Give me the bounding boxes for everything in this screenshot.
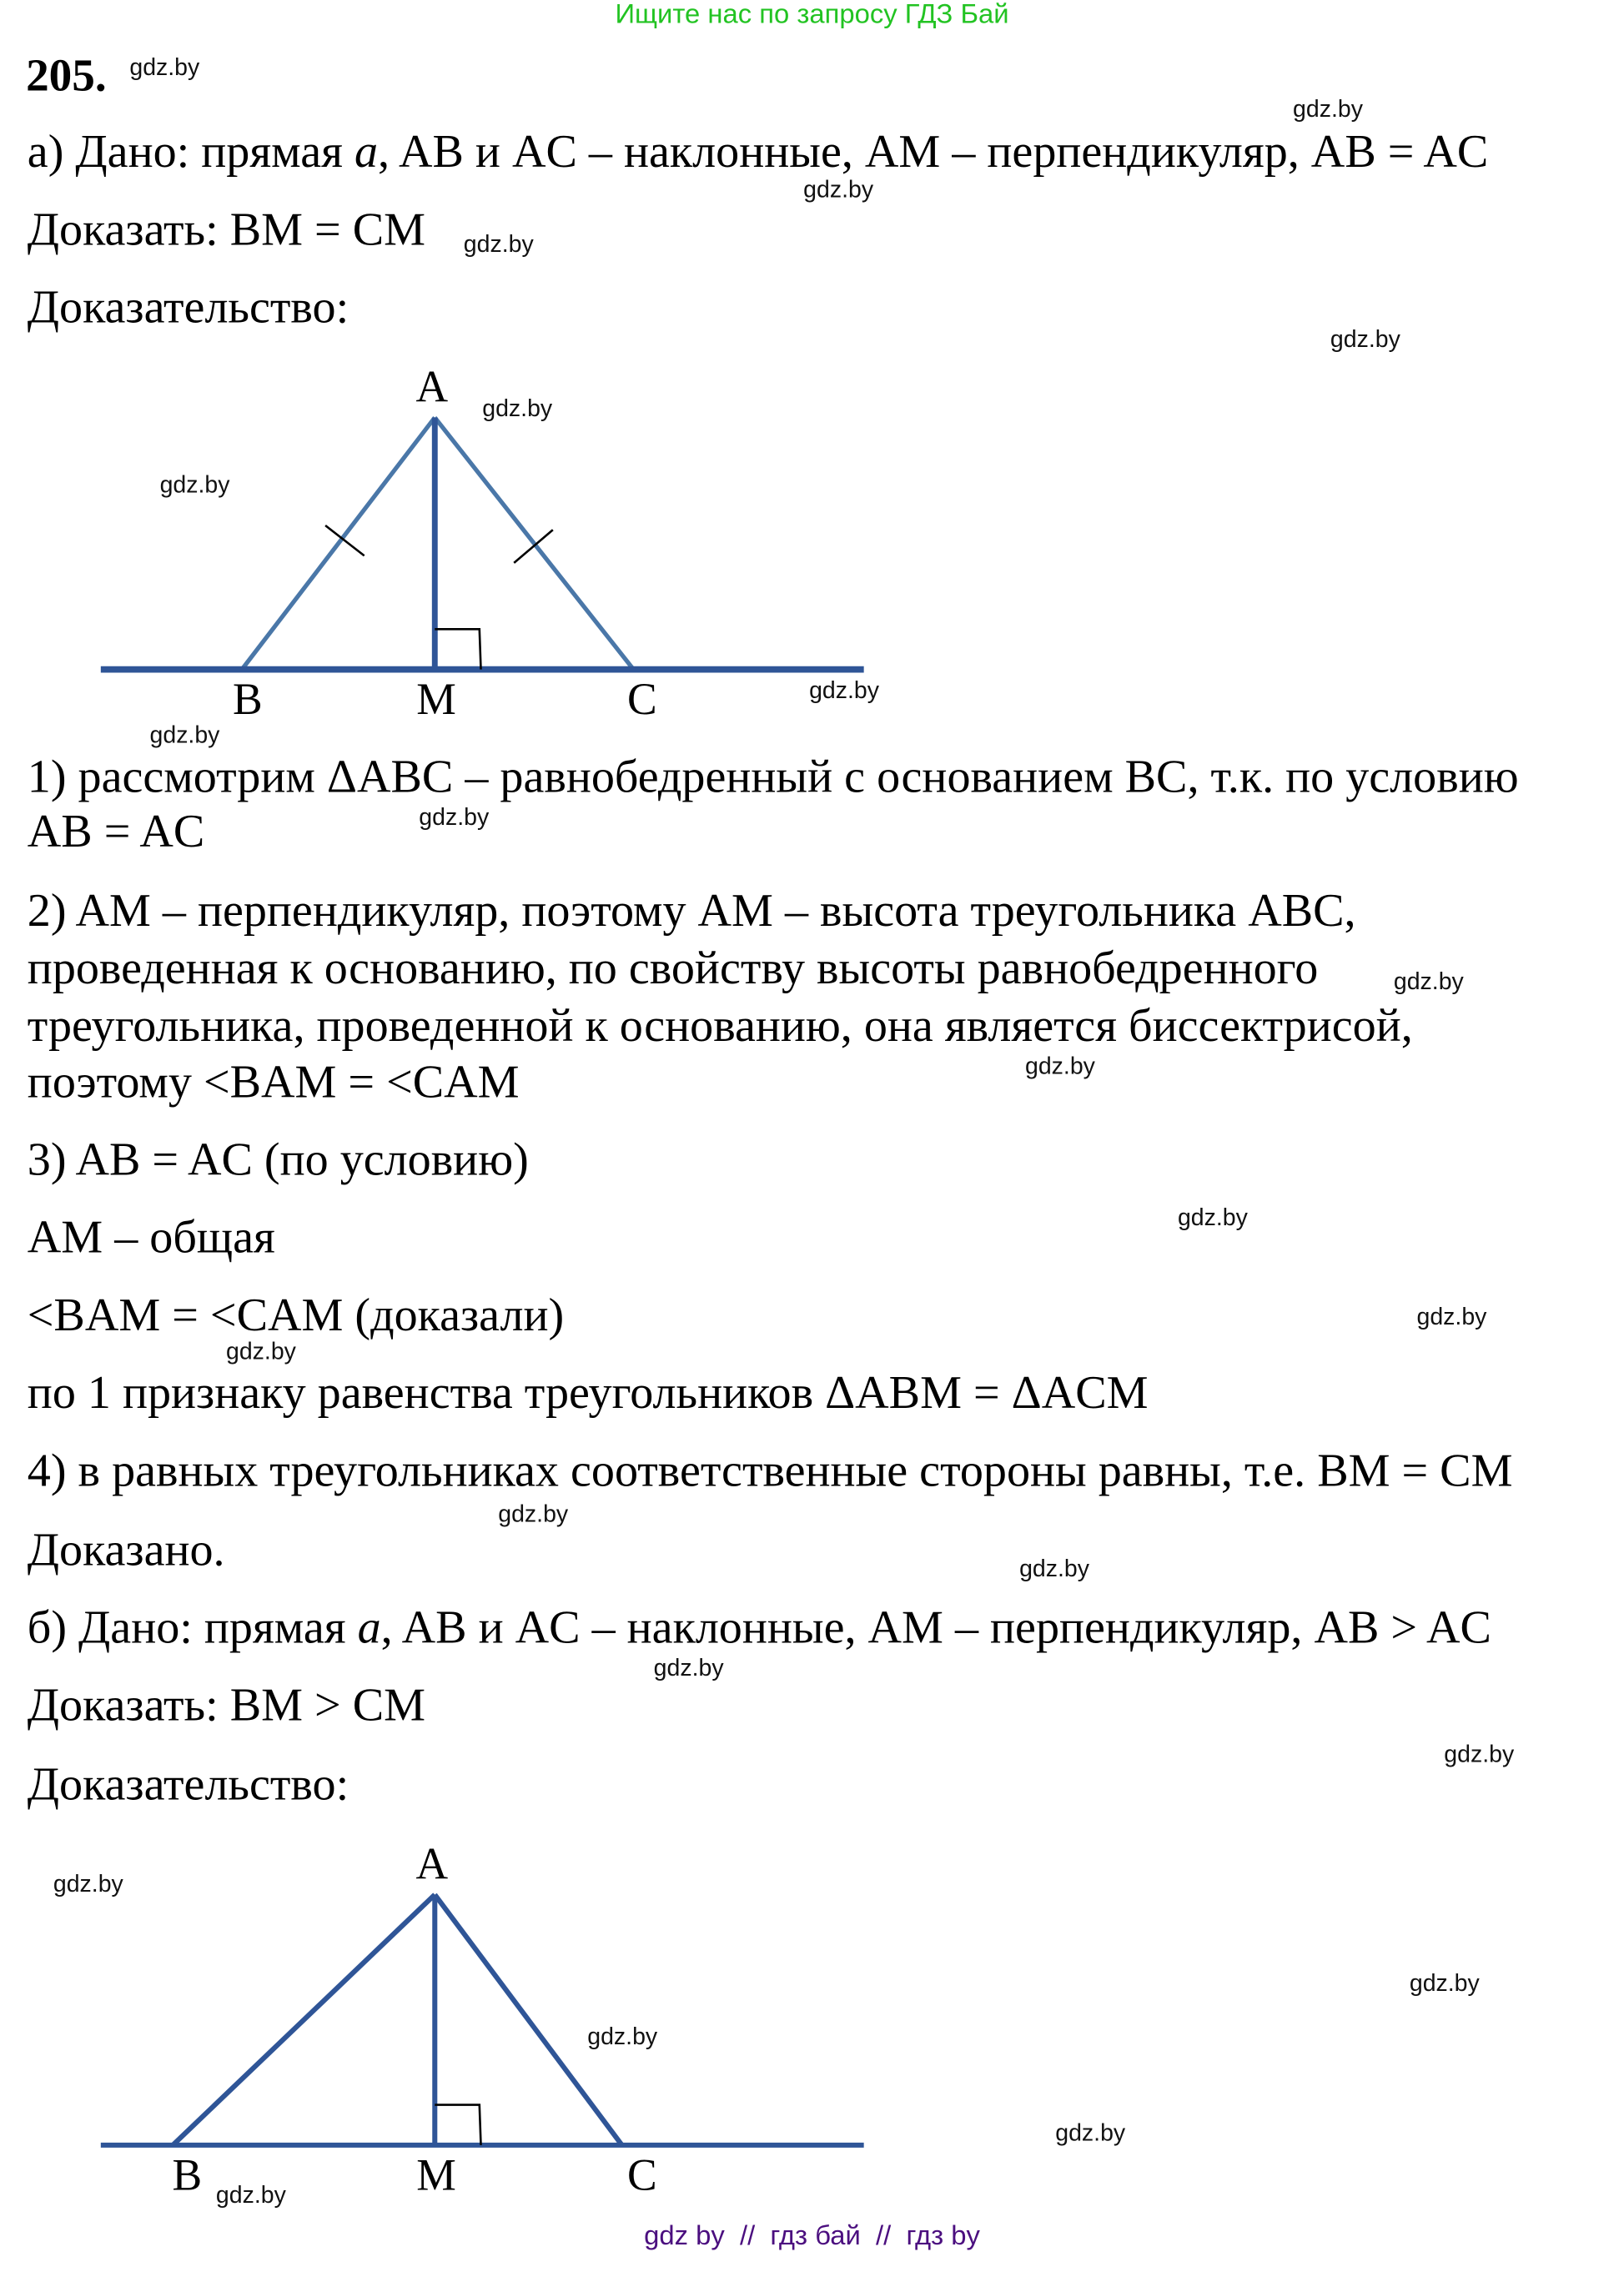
watermark: gdz.by xyxy=(463,231,534,258)
watermark: gdz.by xyxy=(1293,96,1363,123)
label-c: C xyxy=(626,674,657,725)
watermark: gdz.by xyxy=(587,2023,658,2050)
watermark: gdz.by xyxy=(1416,1304,1487,1330)
side-ab xyxy=(242,418,435,670)
label-a-b: A xyxy=(415,1838,449,1889)
prove-b: Доказать: BM > CM xyxy=(27,1680,426,1732)
watermark: gdz.by xyxy=(1019,1556,1090,1582)
proof-step: 3) AB = AC (по условию) xyxy=(27,1134,529,1187)
watermark: gdz.by xyxy=(1055,2120,1126,2147)
line-name: a xyxy=(354,126,379,179)
watermark: gdz.by xyxy=(1177,1204,1248,1231)
footer-links[interactable]: gdz by // гдз бай // гдз by xyxy=(644,2221,980,2252)
label-a: A xyxy=(415,361,449,412)
proof-conclusion: Доказано. xyxy=(27,1524,225,1577)
proof-label-b: Доказательство: xyxy=(27,1759,349,1812)
watermark: gdz.by xyxy=(1409,1971,1480,1998)
watermark: gdz.by xyxy=(215,2182,286,2209)
watermark: gdz.by xyxy=(149,722,220,749)
side-ac xyxy=(435,418,633,670)
line-name: a xyxy=(357,1602,381,1655)
given-b-text: , AB и AC – наклонные, AM – перпендикуляр, AB > AC xyxy=(380,1602,1491,1655)
given-b-text: б) Дано: прямая xyxy=(27,1602,358,1655)
watermark: gdz.by xyxy=(225,1339,296,1365)
side-ac-b xyxy=(435,1895,621,2145)
proof-step: AM – общая xyxy=(27,1212,275,1264)
watermark: gdz.by xyxy=(53,1871,123,1898)
watermark: gdz.by xyxy=(1444,1742,1515,1768)
search-banner[interactable]: Ищите нас по запросу ГДЗ Бай xyxy=(615,0,1009,31)
watermark: gdz.by xyxy=(419,804,490,831)
watermark: gdz.by xyxy=(498,1501,569,1528)
label-m: M xyxy=(416,674,456,725)
proof-step: проведенная к основанию, по свойству высоты равнобедренного xyxy=(27,942,1319,995)
proof-step: 4) в равных треугольниках соответственные стороны равны, т.е. BM = CM xyxy=(27,1445,1513,1498)
watermark: gdz.by xyxy=(159,472,230,499)
proof-label-a: Доказательство: xyxy=(27,282,349,334)
given-a-text: , AB и AC – наклонные, AM – перпендикуляр, AB = AC xyxy=(378,126,1489,179)
label-b-b: B xyxy=(172,2149,203,2200)
proof-step: <BAM = <CAM (доказали) xyxy=(27,1289,565,1342)
watermark: gdz.by xyxy=(803,177,874,204)
right-angle-mark-b xyxy=(435,2105,480,2145)
watermark: gdz.by xyxy=(1330,326,1400,353)
problem-number: 205. xyxy=(26,48,107,101)
proof-step: поэтому <BAM = <CAM xyxy=(27,1056,520,1109)
right-angle-mark xyxy=(435,629,480,669)
watermark: gdz.by xyxy=(129,54,200,81)
proof-step: 1) рассмотрим ΔABC – равнобедренный с основанием BC, т.к. по условию xyxy=(27,751,1519,804)
proof-step: треугольника, проведенной к основанию, она является биссектрисой, xyxy=(27,1000,1413,1053)
label-b: B xyxy=(233,674,263,725)
proof-step: по 1 признаку равенства треугольников ΔABM = ΔACM xyxy=(27,1367,1149,1420)
given-a-text: а) Дано: прямая xyxy=(27,126,354,179)
watermark: gdz.by xyxy=(482,395,553,422)
label-m-b: M xyxy=(416,2149,456,2200)
given-b xyxy=(28,1604,1491,1653)
watermark: gdz.by xyxy=(809,677,879,705)
side-ab-b xyxy=(173,1895,435,2145)
watermark: gdz.by xyxy=(653,1656,724,1682)
proof-step: 2) AM – перпендикуляр, поэтому AM – высота треугольника ABC, xyxy=(27,885,1356,937)
prove-a: Доказать: BM = CM xyxy=(27,204,426,257)
label-c-b: C xyxy=(626,2149,657,2200)
proof-step: AB = AC xyxy=(27,806,205,858)
watermark: gdz.by xyxy=(1024,1053,1095,1080)
watermark: gdz.by xyxy=(1393,968,1464,995)
